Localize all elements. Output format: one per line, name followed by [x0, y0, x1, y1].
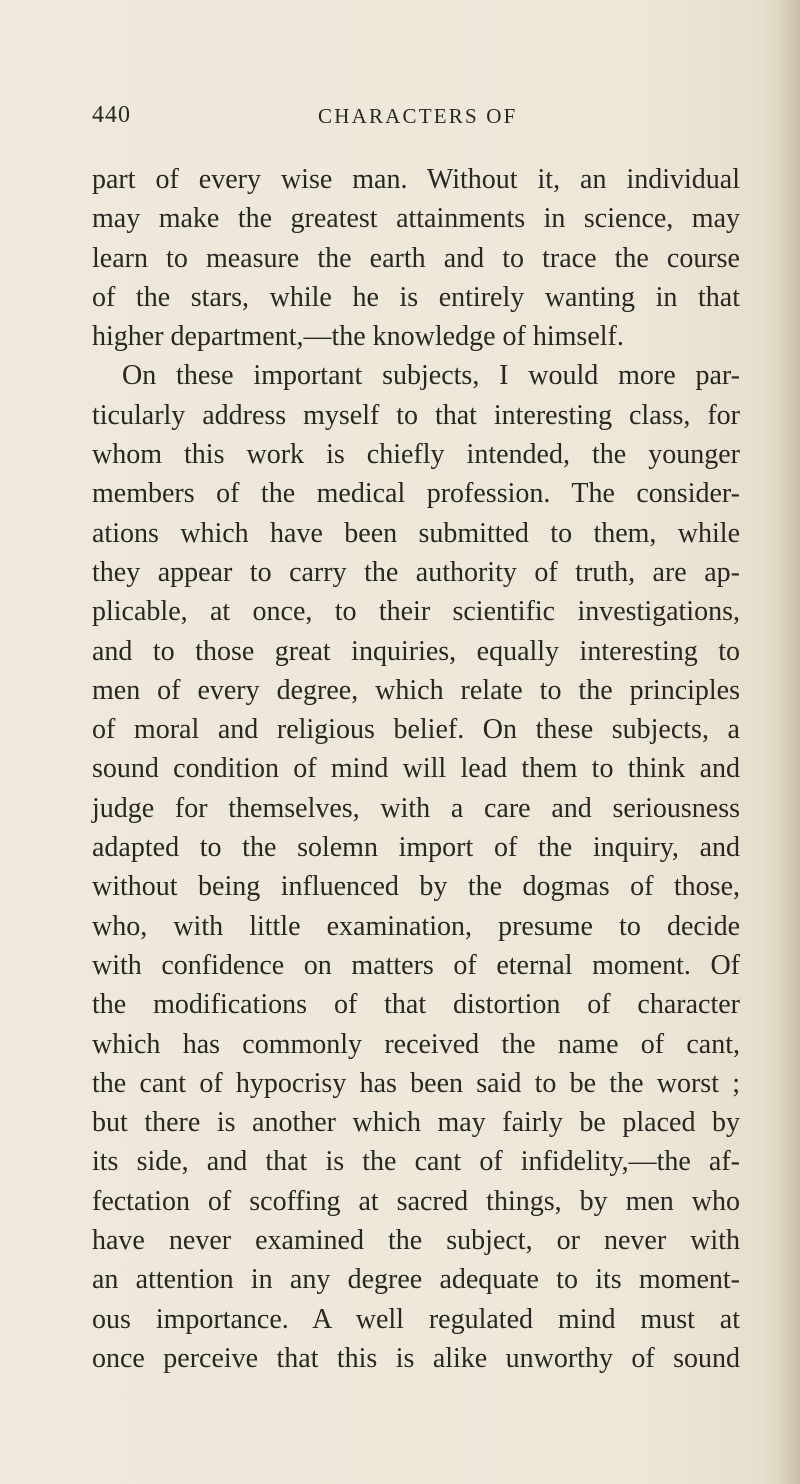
text-line: of the stars, while he is entirely wanting in that: [92, 281, 740, 313]
text-line: ticularly address myself to that interesting class, for: [92, 399, 740, 431]
page-number: 440: [92, 102, 131, 128]
text-line: with confidence on matters of eternal moment. Of: [92, 949, 740, 981]
running-head: [0, 102, 800, 142]
text-line: plicable, at once, to their scientific investigations,: [92, 596, 740, 628]
page-edge-shadow: [778, 0, 800, 1484]
text-line: have never examined the subject, or never with: [92, 1225, 740, 1257]
text-line: without being influenced by the dogmas of those,: [92, 871, 740, 903]
text-line: who, with little examination, presume to decide: [92, 910, 740, 942]
text-line: but there is another which may fairly be placed by: [92, 1107, 740, 1139]
text-line: ous importance. A well regulated mind must at: [92, 1303, 740, 1335]
body-text: [92, 160, 740, 1378]
text-line: part of every wise man. Without it, an individual: [92, 164, 740, 195]
text-line: men of every degree, which relate to the principles: [92, 674, 740, 706]
text-line: members of the medical profession. The consider-: [92, 478, 740, 510]
text-line: once perceive that this is alike unworthy of sound: [92, 1342, 740, 1374]
text-line: of moral and religious belief. On these subjects, a: [92, 714, 740, 746]
text-line: whom this work is chiefly intended, the younger: [92, 439, 740, 471]
text-line: sound condition of mind will lead them to think and: [92, 753, 740, 785]
paragraph-first-line: On these important subjects, I would more par-: [122, 360, 740, 392]
text-line: they appear to carry the authority of truth, are ap-: [92, 556, 740, 588]
text-line: may make the greatest attainments in science, may: [92, 203, 740, 235]
text-line: adapted to the solemn import of the inquiry, and: [92, 832, 740, 864]
text-line: and to those great inquiries, equally interesting to: [92, 635, 740, 667]
text-line: judge for themselves, with a care and seriousness: [92, 792, 740, 824]
running-title: CHARACTERS OF: [318, 104, 518, 128]
text-line: the cant of hypocrisy has been said to be the worst ;: [92, 1067, 740, 1099]
text-line: learn to measure the earth and to trace the course: [92, 242, 740, 274]
text-line: the modifications of that distortion of character: [92, 989, 740, 1021]
text-line: fectation of scoffing at sacred things, by men who: [92, 1185, 740, 1217]
text-line: an attention in any degree adequate to its moment-: [92, 1264, 740, 1296]
text-line: which has commonly received the name of cant,: [92, 1028, 740, 1060]
text-line: ations which have been submitted to them, while: [92, 517, 740, 549]
text-line: its side, and that is the cant of infidelity,—the af-: [92, 1146, 740, 1178]
text-line: higher department,—the knowledge of himself.: [92, 321, 624, 353]
